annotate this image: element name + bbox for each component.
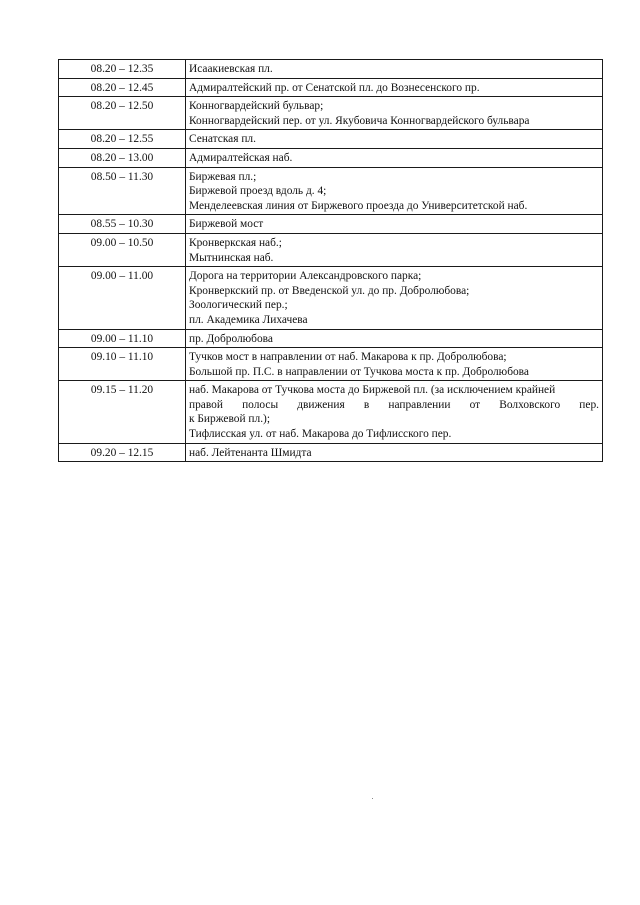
street-line: Зоологический пер.;	[189, 299, 288, 312]
time-range-cell: 09.00 – 10.50	[59, 233, 186, 266]
time-range-cell: 08.20 – 13.00	[59, 148, 186, 167]
table-row	[59, 167, 603, 215]
table-row	[59, 215, 603, 234]
street-list-cell	[186, 130, 603, 149]
table-row	[59, 148, 603, 167]
street-line: Исаакиевская пл.	[189, 63, 273, 75]
street-list-cell	[186, 167, 603, 215]
street-line: Большой пр. П.С. в направлении от Тучкова моста к пр. Добролюбова	[189, 365, 529, 378]
street-list-cell	[186, 148, 603, 167]
street-line: Сенатская пл.	[189, 133, 256, 146]
street-line: наб. Макарова от Тучкова моста до Биржевой пл. (за исключением крайней	[189, 384, 556, 397]
street-list-cell	[186, 267, 603, 329]
street-line: наб. Лейтенанта Шмидта	[189, 446, 312, 459]
time-range-cell: 09.00 – 11.10	[59, 329, 186, 348]
street-line: Дорога на территории Александровского парка;	[189, 270, 422, 283]
table-row	[59, 130, 603, 149]
time-range-cell: 08.20 – 12.35	[59, 60, 186, 79]
street-list-cell	[186, 60, 603, 79]
street-line: Биржевой мост	[189, 218, 264, 231]
street-list-cell	[186, 215, 603, 234]
time-range-cell: 08.50 – 11.30	[59, 167, 186, 215]
table-row	[59, 233, 603, 266]
time-range-cell: 09.10 – 11.10	[59, 348, 186, 381]
table-row	[59, 60, 603, 79]
scan-speck	[372, 798, 373, 799]
street-list-cell	[186, 233, 603, 266]
street-line: правой полосы движения в направлении от Волховского пер.	[189, 398, 599, 411]
street-list-cell	[186, 381, 603, 443]
time-range-cell: 08.55 – 10.30	[59, 215, 186, 234]
street-list-cell	[186, 329, 603, 348]
street-line: Конногвардейский пер. от ул. Якубовича Конногвардейского бульвара	[189, 114, 530, 127]
schedule-body	[59, 60, 603, 462]
table-row	[59, 97, 603, 130]
street-list-cell	[186, 97, 603, 130]
street-line: пр. Добролюбова	[189, 332, 273, 345]
street-line: Адмиралтейская наб.	[189, 151, 293, 164]
street-line: Биржевой проезд вдоль д. 4;	[189, 185, 327, 198]
time-range-cell: 08.20 – 12.50	[59, 97, 186, 130]
street-line: пл. Академика Лихачева	[189, 313, 308, 326]
street-list-cell	[186, 78, 603, 97]
street-line: Мытнинская наб.	[189, 251, 274, 264]
street-line: Биржевая пл.;	[189, 170, 257, 183]
time-range-cell: 08.20 – 12.55	[59, 130, 186, 149]
street-line: к Биржевой пл.);	[189, 413, 271, 426]
street-list-cell	[186, 348, 603, 381]
table-row	[59, 443, 603, 462]
street-line: Кронверкская наб.;	[189, 236, 282, 249]
time-range-cell: 09.00 – 11.00	[59, 267, 186, 329]
table-row	[59, 78, 603, 97]
street-list-cell	[186, 443, 603, 462]
time-range-cell: 08.20 – 12.45	[59, 78, 186, 97]
street-line: Менделеевская линия от Биржевого проезда до Университетской наб.	[189, 199, 528, 212]
table-row	[59, 267, 603, 329]
street-line: Кронверкский пр. от Введенской ул. до пр. Добролюбова;	[189, 284, 470, 297]
table-row	[59, 381, 603, 443]
closure-schedule-table	[58, 59, 603, 462]
street-line: Адмиралтейский пр. от Сенатской пл. до Вознесенского пр.	[189, 81, 480, 94]
street-line: Тучков мост в направлении от наб. Макарова к пр. Добролюбова;	[189, 351, 507, 364]
street-line: Тифлисская ул. от наб. Макарова до Тифлисского пер.	[189, 428, 452, 441]
table-row	[59, 329, 603, 348]
time-range-cell: 09.20 – 12.15	[59, 443, 186, 462]
time-range-cell: 09.15 – 11.20	[59, 381, 186, 443]
table-row	[59, 348, 603, 381]
street-line: Конногвардейский бульвар;	[189, 100, 324, 113]
